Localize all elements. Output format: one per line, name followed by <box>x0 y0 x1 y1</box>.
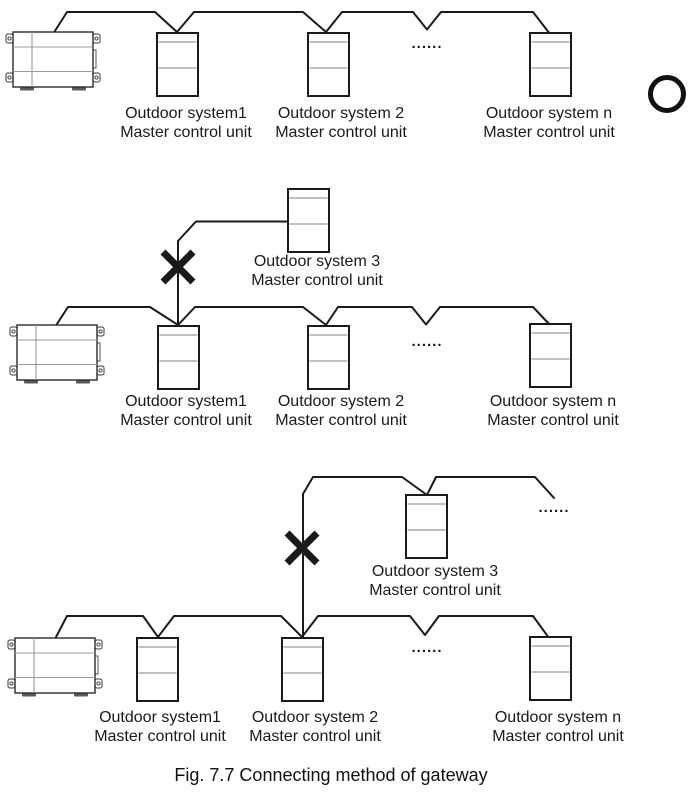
unit-label-row2-system3 <box>251 252 383 290</box>
unit-label-row1-systemn <box>483 104 615 142</box>
unit-label-row2-system2 <box>275 392 407 430</box>
figure-caption: Fig. 7.7 Connecting method of gateway <box>174 765 488 785</box>
master-control-unit-box <box>308 33 349 96</box>
diagram-row-1 <box>6 12 684 111</box>
unit-label-line2: Master control unit <box>483 124 615 141</box>
unit-label-line2: Master control unit <box>369 582 501 599</box>
master-control-unit-box <box>158 326 199 389</box>
unit-label-row2-system1 <box>120 392 252 430</box>
master-control-unit-box <box>406 495 447 558</box>
unit-label-line2: Master control unit <box>120 412 252 429</box>
unit-label-row1-system2 <box>275 104 407 142</box>
unit-label-line2: Master control unit <box>249 728 381 745</box>
master-control-unit-box <box>137 638 178 701</box>
master-control-unit-box <box>530 324 571 387</box>
unit-label-line1: Outdoor system1 <box>125 105 247 122</box>
unit-label-line2: Master control unit <box>94 728 226 745</box>
unit-label-row3-system1 <box>94 708 226 746</box>
ellipsis-dots: ...... <box>411 35 443 52</box>
bus-wire-row1 <box>53 12 550 34</box>
unit-label-line1: Outdoor system 2 <box>277 393 405 410</box>
ellipsis-dots: ...... <box>411 639 443 656</box>
unit-label-line1: Outdoor system 3 <box>253 253 381 270</box>
master-control-unit-box <box>282 638 323 701</box>
unit-label-line1: Outdoor system 2 <box>251 709 379 726</box>
unit-label-line2: Master control unit <box>275 124 407 141</box>
unit-label-row3-systemn <box>492 708 624 746</box>
master-control-unit-box <box>288 189 329 252</box>
master-control-unit-box <box>530 637 571 700</box>
unit-label-line2: Master control unit <box>487 412 619 429</box>
gateway-device <box>10 325 104 384</box>
unit-label-line1: Outdoor system n <box>489 393 617 410</box>
master-control-unit-box <box>308 326 349 389</box>
gateway-device <box>6 32 100 91</box>
unit-label-line2: Master control unit <box>275 412 407 429</box>
ellipsis-dots: ...... <box>411 333 443 350</box>
unit-label-line2: Master control unit <box>120 124 252 141</box>
unit-label-line1: Outdoor system n <box>494 709 622 726</box>
unit-label-row1-system1 <box>120 104 252 142</box>
unit-label-line1: Outdoor system 3 <box>371 563 499 580</box>
unit-label-line1: Outdoor system1 <box>125 393 247 410</box>
gateway-device <box>8 638 102 697</box>
bus-wire-row2 <box>55 307 551 327</box>
master-control-unit-box <box>530 33 571 96</box>
unit-label-line1: Outdoor system1 <box>99 709 221 726</box>
unit-label-line1: Outdoor system 2 <box>277 105 405 122</box>
unit-label-line2: Master control unit <box>251 272 383 289</box>
unit-label-row3-system2 <box>249 708 381 746</box>
unit-label-line1: Outdoor system n <box>485 105 613 122</box>
master-control-unit-box <box>157 33 198 96</box>
circle-marker-icon <box>651 78 684 111</box>
ellipsis-dots: ...... <box>538 499 570 516</box>
unit-label-row3-system3 <box>369 562 501 600</box>
unit-label-row2-systemn <box>487 392 619 430</box>
unit-label-line2: Master control unit <box>492 728 624 745</box>
